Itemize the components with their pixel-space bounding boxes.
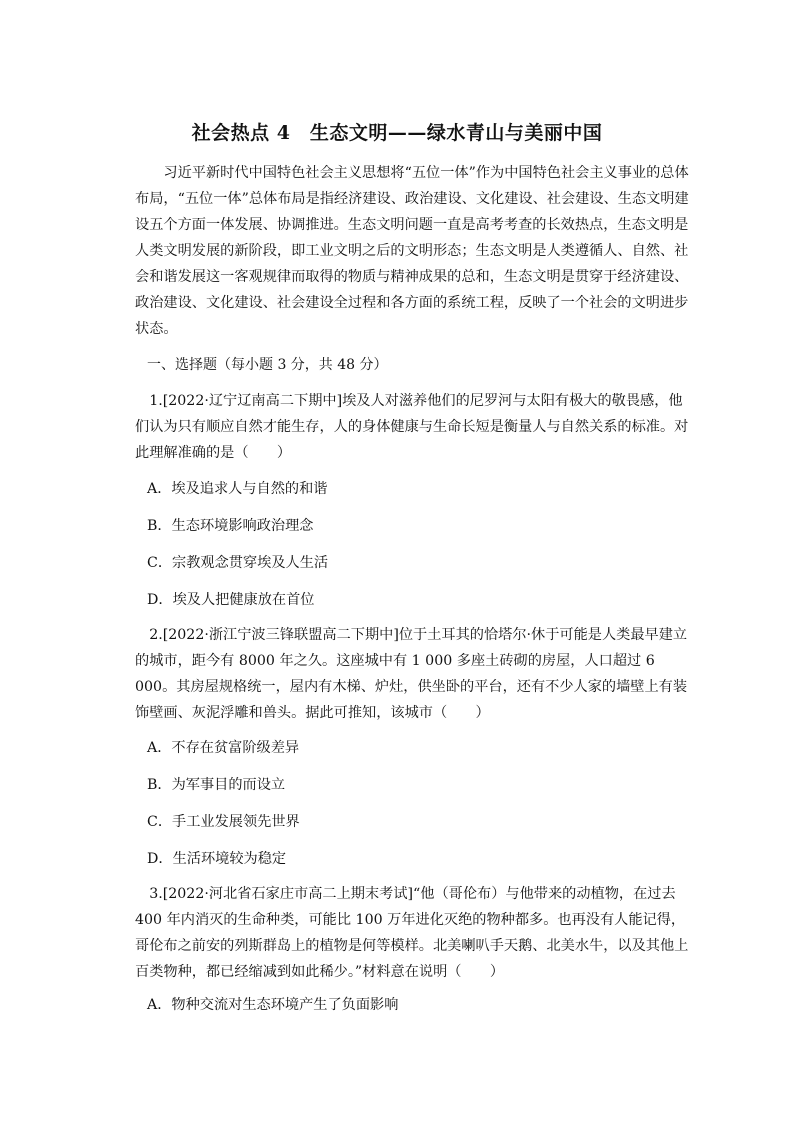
question-stem: 1.[2022·辽宁辽南高二下期中]埃及人对滋养他们的尼罗河与太阳有极大的敬畏感，他们认为只有顺应自然才能生存，人的身体健康与生命长短是衡量人与自然关系的标准。对此理解准确的是（ ） bbox=[135, 393, 689, 461]
question-2-option-a: A．不存在贫富阶级差异 bbox=[147, 740, 300, 756]
question-2-option-d: D．生活环境较为稳定 bbox=[147, 851, 287, 867]
question-1-option-a: A．埃及追求人与自然的和谐 bbox=[147, 481, 328, 497]
section-heading: 一、选择题（每小题 3 分，共 48 分） bbox=[147, 357, 388, 373]
page-title: 社会热点 4 生态文明——绿水青山与美丽中国 bbox=[191, 122, 603, 144]
question-3 bbox=[135, 881, 690, 985]
intro-paragraph bbox=[135, 160, 690, 342]
question-1-option-b: B．生态环境影响政治理念 bbox=[147, 518, 314, 534]
question-1-option-c: C．宗教观念贯穿埃及人生活 bbox=[147, 555, 329, 571]
intro-text: 习近平新时代中国特色社会主义思想将“五位一体”作为中国特色社会主义事业的总体布局，“五位一体”总体布局是指经济建设、政治建设、文化建设、社会建设、生态文明建设五个方面一体发展、协调推进。生态文明问题一直是高考考查的长效热点，生态文明是人类文明发展的新阶段，即工业文明之后的文明形态；生态文明是人类遵循人、自然、社会和谐发展这一客观规律而取得的物质与精神成果的总和，生态文明是贯穿于经济建设、政治建设、文化建设、社会建设全过程和各方面的系统工程，反映了一个社会的文明进步状态。 bbox=[135, 165, 689, 337]
question-stem: 3.[2022·河北省石家庄市高二上期末考试]“他（哥伦布）与他带来的动植物，在过去 400 年内消灭的生命种类，可能比 100 万年进化灭绝的物种都多。也再没有人能记得，哥伦布之前安的列斯群岛上的植物是何等模样。北美喇叭手天鹅、北美水牛，以及其他上百类物种，都已经缩减到如此稀少。”材料意在说明（ ） bbox=[135, 886, 689, 980]
question-2-option-c: C．手工业发展领先世界 bbox=[147, 814, 300, 830]
question-stem: 2.[2022·浙江宁波三锋联盟高二下期中]位于土耳其的恰塔尔·休于可能是人类最早建立的城市，距今有 8000 年之久。这座城中有 1 000 多座土砖砌的房屋，人口超过 6 000。其房屋规格统一，屋内有木梯、炉灶，供坐卧的平台，还有不少人家的墙壁上有装饰壁画、灰泥浮雕和兽头。据此可推知，该城市（ ） bbox=[135, 627, 688, 721]
question-2 bbox=[135, 622, 690, 726]
question-3-option-a: A．物种交流对生态环境产生了负面影响 bbox=[147, 997, 399, 1013]
question-2-option-b: B．为军事目的而设立 bbox=[147, 777, 286, 793]
question-1 bbox=[135, 388, 690, 466]
question-1-option-d: D．埃及人把健康放在首位 bbox=[147, 592, 315, 608]
